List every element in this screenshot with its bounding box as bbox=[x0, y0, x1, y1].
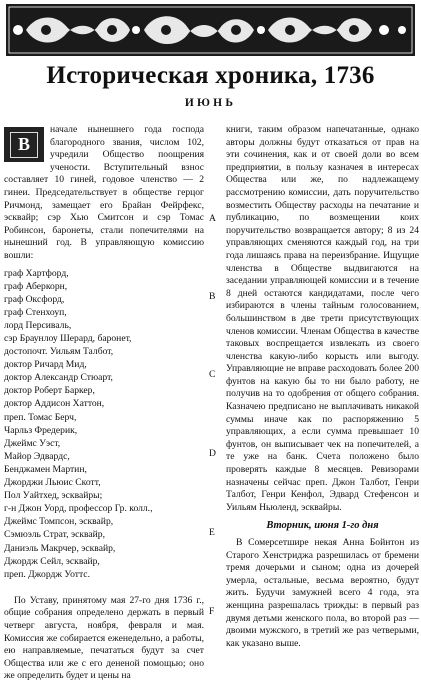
margin-marker-f: F bbox=[209, 606, 215, 617]
margin-marker-b: B bbox=[209, 291, 216, 302]
list-item: Майор Эдвардс, bbox=[4, 450, 70, 462]
list-item: Джеймс Томпсон, эсквайр, bbox=[4, 516, 114, 528]
list-item: граф Стенхоуп, bbox=[4, 306, 67, 318]
list-item: г-н Джон Уорд, профессор Гр. колл., bbox=[4, 503, 153, 515]
list-item: преп. Томас Берч, bbox=[4, 411, 77, 423]
list-item: доктор Роберт Баркер, bbox=[4, 385, 95, 397]
section-heading: Вторник, июня 1-го дня bbox=[266, 520, 379, 532]
section-paragraph: В Сомерсетшире некая Анна Бойнтон из Старого Хенстриджа разрешилась от бремени тремя дочерьми и сыном; одна из дочерей умерла, остальные, весьма вероятно, будут жить. Будучи замужней всего 4 года, эта женщина разрешалась трижды: в первый раз двумя детьми женского пола, во второй раз — двоими мужского, в третий же раз четверыми, как указано выше. bbox=[226, 537, 419, 649]
list-item: доктор Аддисон Хаттон, bbox=[4, 398, 105, 410]
list-item: сэр Браунлоу Шерард, баронет, bbox=[4, 333, 132, 344]
list-item: Бенджамен Мартин, bbox=[4, 463, 87, 475]
ornamental-header-banner bbox=[6, 4, 415, 56]
list-item: лорд Персиваль, bbox=[4, 319, 72, 331]
list-item: Джордж Сейл, эсквайр, bbox=[4, 555, 100, 567]
list-item: граф Хартфорд, bbox=[4, 267, 69, 279]
committee-list bbox=[4, 267, 204, 581]
body-paragraph: книги, таким образом напечатанные, однако авторы должны будут отказаться от прав на эти сочинения, как и от своей доли во всем предприятии, в пользу казначея в интересах Общества или же, по надлежащему рассмотрению комиссии, дать поручительство возместить Обществу расходы на печатание и публикацию, по возмещении коих поручительство возвращается автору; 8 из 24 управляющих сменяются каждый год, на три года лишаясь права на переизбрание. Ищущие членства в Обществе выдвигаются на заседании управляющей комиссии и в течение 8 дней остаются кандидатами, после чего избираются в члены тайным голосованием, большинством в две трети присутствующих членов комиссии. Членам Общества в качестве таковых воспрещается извлекать из своего членства какую-либо корысть или выгоду. Управляющие не вправе расходовать более 200 фунтов на какую бы то ни было работу, не получив на то одобрения от общего собрания. Казначею предписано не выплачивать никакой суммы иначе как по распоряжению 5 управляющих, а если сумма превышает 10 фунтов, он выписывает чек на попечителей, а те уже на банк. Счета положено было проверять каждые 8 месяцев. Ревизорами назначены сейчас преп. Джон Талбот, Генри Талбот, Генри Кенфол, Эдвард Стефенсон и Уильям Ньюленд, эсквайры. bbox=[226, 124, 419, 513]
left-column bbox=[4, 124, 204, 683]
list-item: Чарльз Фредерик, bbox=[4, 424, 78, 436]
margin-marker-c: C bbox=[209, 369, 216, 380]
list-item: доктор Александр Стюарт, bbox=[4, 372, 113, 384]
list-item: преп. Джордж Уоттс. bbox=[4, 568, 90, 580]
drop-cap-letter: В bbox=[10, 132, 38, 158]
right-column bbox=[226, 124, 419, 650]
page-title: Историческая хроника, 1736 bbox=[46, 62, 375, 89]
list-item: Джеймс Уэст, bbox=[4, 437, 61, 449]
statute-paragraph: По Уставу, принятому мая 27-го дня 1736 г., общие собрания определено держать в первый четверг августа, ноября, февраля и мая. Комиссия же собирается еженедельно, а работы, ею направляемые, печататься будут за счет Общества или же с его дененой помощью; оно же определить будет и цены на bbox=[4, 594, 204, 682]
list-item: достопочт. Уильям Талбот, bbox=[4, 346, 114, 358]
paragraph-spacer bbox=[4, 581, 204, 595]
margin-marker-d: D bbox=[209, 448, 216, 459]
list-item: граф Оксфорд, bbox=[4, 293, 65, 305]
list-item: Даниэль Макрчер, эсквайр, bbox=[4, 542, 116, 554]
list-item: доктор Ричард Мид, bbox=[4, 359, 87, 371]
list-item: граф Аберкорн, bbox=[4, 280, 68, 292]
list-item: Пол Уайтхед, эсквайры; bbox=[4, 490, 103, 502]
margin-marker-e: E bbox=[209, 527, 215, 538]
margin-marker-a: A bbox=[209, 213, 216, 224]
intro-paragraph: начале нынешнего года господа благородного звания, числом 102, учредили Общество поощрения учености. Вступительный взнос составляет 10 гиней, годовое членство — 2 гинеи. Председательствует в обществе герцог Ричмонд, замещает его Брайан Фейрфекс, эсквайр; сэр Хью Смитсон и сэр Томас Робинсон, баронеты, стали попечителями на нынешний год. В управляющую комиссию вошли: bbox=[4, 124, 204, 261]
month-subtitle: ИЮНЬ bbox=[184, 97, 237, 109]
drop-cap bbox=[4, 127, 44, 162]
list-item: Сэмюэль Страт, эсквайр, bbox=[4, 529, 105, 541]
list-item: Джорджи Льюис Скотт, bbox=[4, 477, 101, 489]
